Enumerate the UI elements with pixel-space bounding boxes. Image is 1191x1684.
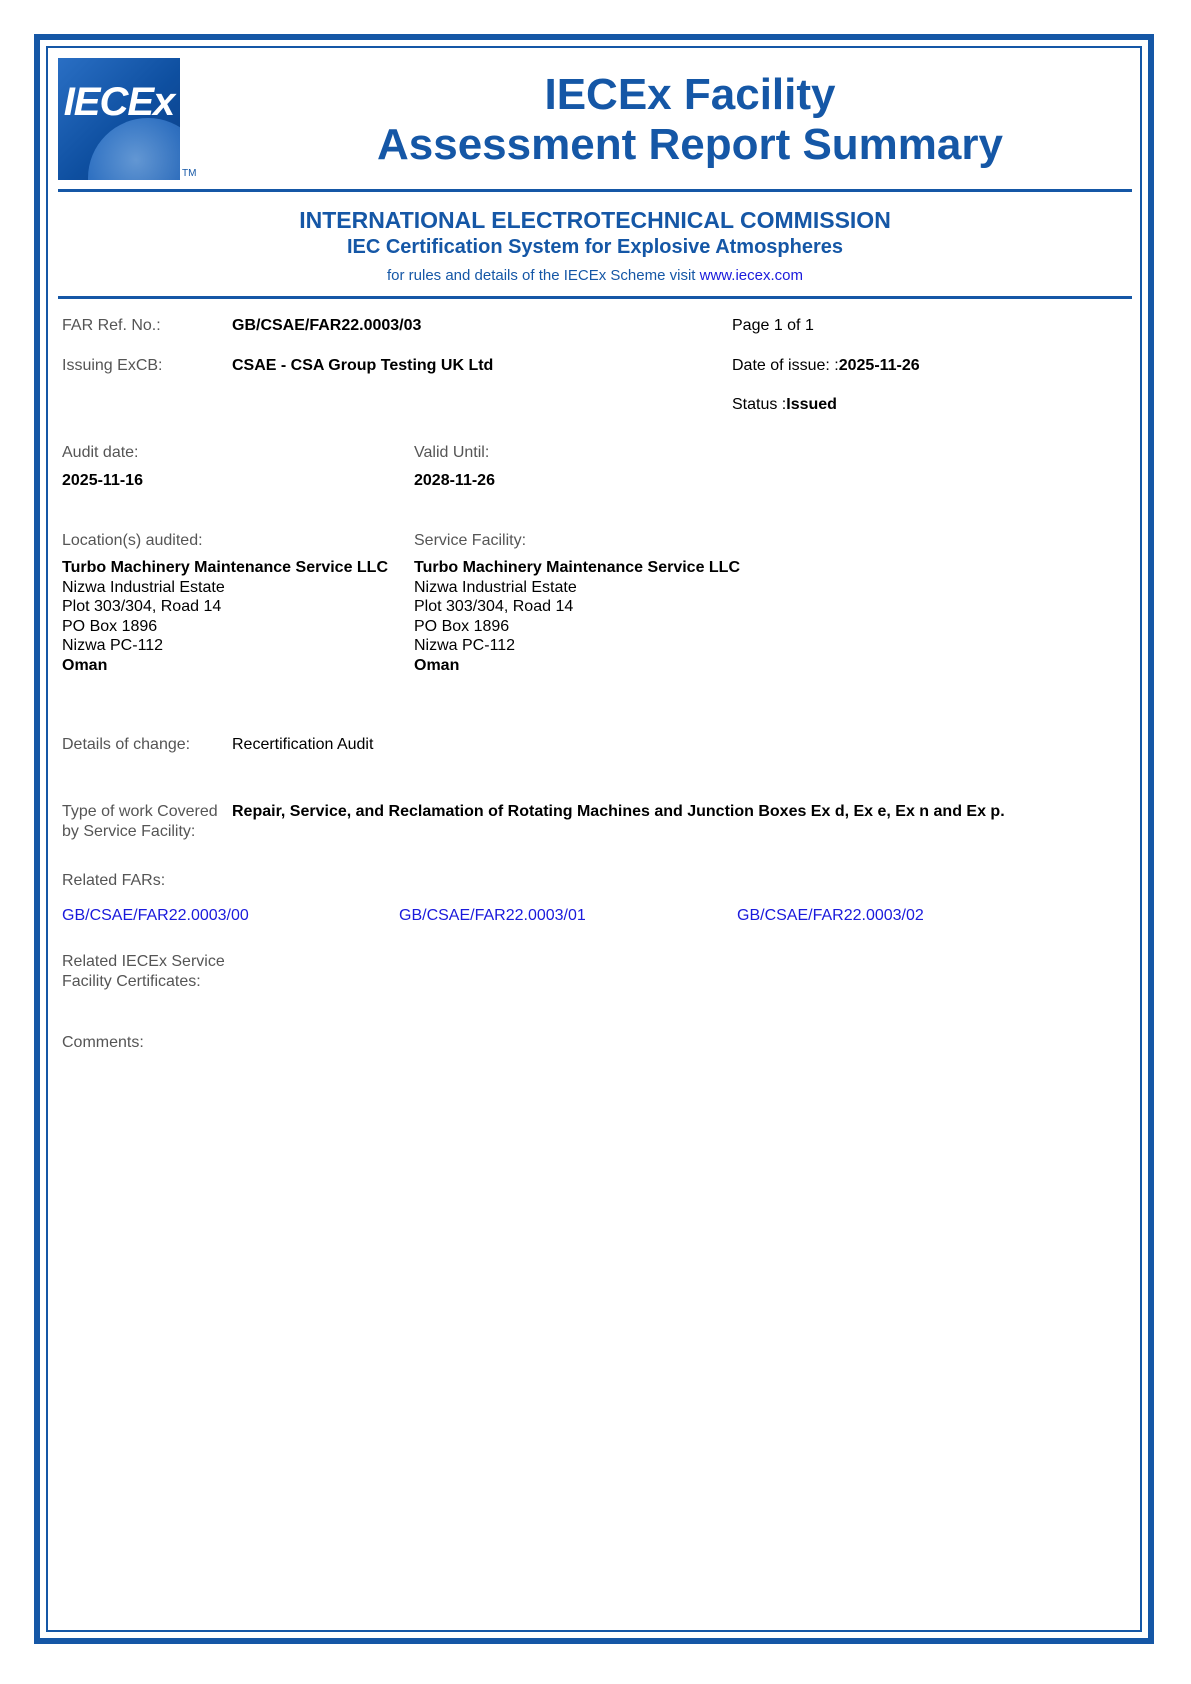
- far-ref-label: FAR Ref. No.:: [62, 317, 161, 334]
- related-certificates-label-1: Related IECEx Service: [62, 953, 225, 970]
- location-line-3: PO Box 1896: [62, 617, 158, 635]
- status-value: Issued: [786, 396, 837, 413]
- status-label: Status :: [732, 396, 787, 413]
- type-of-work-label: [62, 802, 218, 841]
- related-far-link-3[interactable]: GB/CSAE/FAR22.0003/02: [737, 907, 924, 924]
- related-fars-label: Related FARs:: [62, 872, 166, 889]
- facility-name: Turbo Machinery Maintenance Service LLC: [414, 559, 741, 576]
- date-of-issue-label: Date of issue: :: [732, 357, 839, 374]
- location-name: Turbo Machinery Maintenance Service LLC: [62, 559, 389, 576]
- iecex-logo: [58, 58, 197, 180]
- status: [732, 395, 837, 415]
- facility-line-1: Nizwa Industrial Estate: [414, 578, 577, 596]
- org-name: INTERNATIONAL ELECTROTECHNICAL COMMISSION: [299, 207, 891, 233]
- service-facility-address: [414, 558, 740, 675]
- related-certificates-label-2: Facility Certificates:: [62, 972, 201, 990]
- type-of-work-label-1: Type of work Covered: [62, 803, 218, 820]
- details-of-change-value: Recertification Audit: [232, 736, 374, 753]
- logo-box: [58, 58, 180, 180]
- facility-line-4: Nizwa PC-112: [414, 637, 516, 654]
- related-far-link-2[interactable]: GB/CSAE/FAR22.0003/01: [399, 907, 586, 924]
- date-of-issue-value: 2025-11-26: [838, 357, 920, 374]
- globe-icon: [88, 118, 180, 180]
- org-rules-line: [58, 267, 1132, 284]
- location-label: Location(s) audited:: [62, 532, 203, 549]
- iecex-website-link[interactable]: www.iecex.com: [699, 267, 803, 284]
- comments-label: Comments:: [62, 1034, 144, 1051]
- service-facility-label: Service Facility:: [414, 532, 527, 549]
- facility-line-2: Plot 303/304, Road 14: [414, 598, 574, 615]
- audit-date-value: 2025-11-16: [62, 472, 143, 489]
- location-line-4: Nizwa PC-112: [62, 637, 164, 654]
- related-far-link-1[interactable]: GB/CSAE/FAR22.0003/00: [62, 907, 249, 924]
- related-certificates-label: [62, 952, 225, 991]
- trademark-mark: TM: [182, 168, 197, 179]
- org-system: IEC Certification System for Explosive Atmospheres: [346, 236, 844, 258]
- location-address: [62, 558, 388, 675]
- type-of-work-value: Repair, Service, and Reclamation of Rotating Machines and Junction Boxes Ex d, Ex e, Ex n and Ex p.: [232, 803, 1005, 820]
- audit-date-label: Audit date:: [62, 444, 139, 461]
- issuing-excb-value: CSAE - CSA Group Testing UK Ltd: [232, 357, 494, 374]
- page-indicator: Page 1 of 1: [732, 317, 814, 334]
- facility-line-3: PO Box 1896: [414, 617, 510, 635]
- title-line-1: IECEx Facility: [544, 70, 836, 119]
- logo-text: IECEx: [63, 80, 175, 124]
- org-divider: [58, 296, 1132, 299]
- far-ref-value: GB/CSAE/FAR22.0003/03: [232, 317, 422, 334]
- header-divider: [58, 189, 1132, 192]
- valid-until-label: Valid Until:: [414, 444, 490, 461]
- details-of-change-label: Details of change:: [62, 736, 191, 753]
- issuing-excb-label: Issuing ExCB:: [62, 357, 163, 374]
- title-line-2: Assessment Report Summary: [376, 120, 1003, 169]
- location-country: Oman: [62, 656, 108, 674]
- facility-country: Oman: [414, 656, 460, 674]
- location-line-1: Nizwa Industrial Estate: [62, 578, 225, 596]
- valid-until-value: 2028-11-26: [414, 472, 495, 489]
- location-line-2: Plot 303/304, Road 14: [62, 598, 222, 615]
- document-title: [300, 70, 1080, 170]
- org-rules-text: for rules and details of the IECEx Scheme visit: [386, 267, 700, 284]
- type-of-work-label-2: by Service Facility:: [62, 822, 196, 840]
- date-of-issue: [732, 356, 920, 376]
